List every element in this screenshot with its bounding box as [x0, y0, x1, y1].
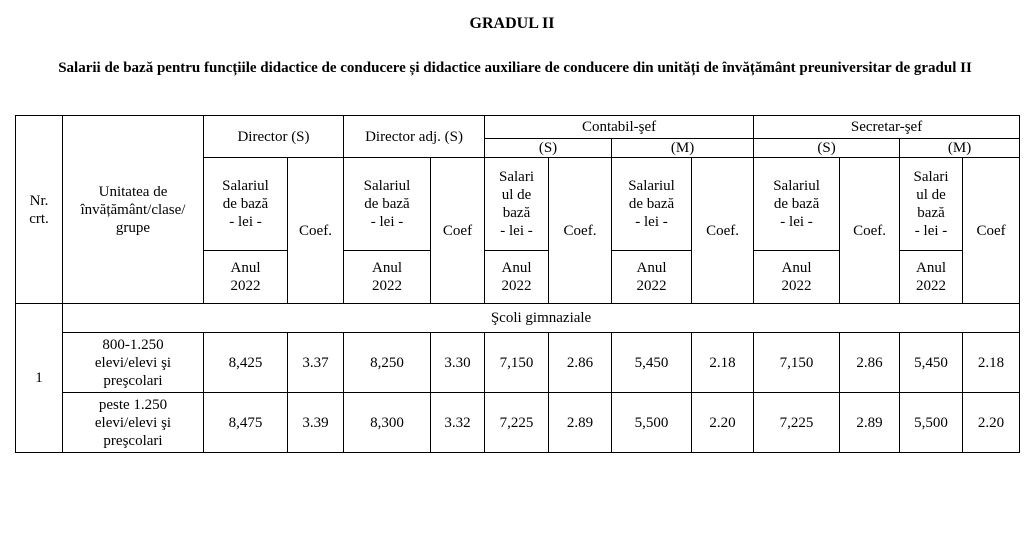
cell-cs-salariu: 7,225 — [485, 393, 549, 453]
header-secretar-s: (S) — [754, 139, 900, 158]
cell-sm-salariu: 5,500 — [900, 393, 963, 453]
cell-cm-salariu: 5,450 — [612, 333, 692, 393]
header-contabil-s: (S) — [485, 139, 612, 158]
header-director-anul: Anul 2022 — [204, 251, 288, 304]
cell-adj-salariu: 8,250 — [344, 333, 431, 393]
cell-adj-coef: 3.30 — [431, 333, 485, 393]
header-director-salariul: Salariul de bază - lei - — [204, 158, 288, 251]
header-cs-salariul: Salari ul de bază - lei - — [485, 158, 549, 251]
section-label: Şcoli gimnaziale — [63, 304, 1020, 333]
page-title: GRADUL II — [469, 15, 555, 32]
header-director: Director (S) — [204, 116, 344, 158]
header-sm-salariul: Salari ul de bază - lei - — [900, 158, 963, 251]
table-row — [16, 333, 1020, 393]
cell-ss-coef: 2.89 — [840, 393, 900, 453]
cell-sm-salariu: 5,450 — [900, 333, 963, 393]
cell-ss-salariu: 7,225 — [754, 393, 840, 453]
header-contabil-m: (M) — [612, 139, 754, 158]
cell-sm-coef: 2.20 — [963, 393, 1020, 453]
header-cs-anul: Anul 2022 — [485, 251, 549, 304]
table-row — [16, 393, 1020, 453]
header-contabil-sef: Contabil-şef — [485, 116, 754, 139]
header-cs-coef: Coef. — [549, 158, 612, 304]
cell-cs-coef: 2.89 — [549, 393, 612, 453]
cell-cm-coef: 2.20 — [692, 393, 754, 453]
cell-director-coef: 3.37 — [288, 333, 344, 393]
page-subtitle: Salarii de bază pentru funcțiile didactice de conducere și didactice auxiliare de conducere din unități de învățământ preuniversitar de gradul II — [58, 60, 972, 76]
header-adj-salariul: Salariul de bază - lei - — [344, 158, 431, 251]
cell-cm-coef: 2.18 — [692, 333, 754, 393]
cell-sm-coef: 2.18 — [963, 333, 1020, 393]
cell-adj-salariu: 8,300 — [344, 393, 431, 453]
header-secretar-m: (M) — [900, 139, 1020, 158]
header-ss-coef: Coef. — [840, 158, 900, 304]
header-cm-salariul: Salariul de bază - lei - — [612, 158, 692, 251]
cell-adj-coef: 3.32 — [431, 393, 485, 453]
header-adj-coef: Coef — [431, 158, 485, 304]
row-nr: 1 — [16, 304, 63, 453]
cell-ss-salariu: 7,150 — [754, 333, 840, 393]
cell-cm-salariu: 5,500 — [612, 393, 692, 453]
row-label: peste 1.250 elevi/elevi şi preşcolari — [63, 393, 204, 453]
header-secretar-sef: Secretar-şef — [754, 116, 1020, 139]
cell-cs-coef: 2.86 — [549, 333, 612, 393]
header-director-adj: Director adj. (S) — [344, 116, 485, 158]
header-sm-coef: Coef — [963, 158, 1020, 304]
cell-director-salariu: 8,425 — [204, 333, 288, 393]
row-label: 800-1.250 elevi/elevi şi preşcolari — [63, 333, 204, 393]
header-director-coef: Coef. — [288, 158, 344, 304]
cell-director-coef: 3.39 — [288, 393, 344, 453]
header-ss-salariul: Salariul de bază - lei - — [754, 158, 840, 251]
header-sm-anul: Anul 2022 — [900, 251, 963, 304]
header-adj-anul: Anul 2022 — [344, 251, 431, 304]
cell-cs-salariu: 7,150 — [485, 333, 549, 393]
header-cm-anul: Anul 2022 — [612, 251, 692, 304]
header-ss-anul: Anul 2022 — [754, 251, 840, 304]
cell-ss-coef: 2.86 — [840, 333, 900, 393]
cell-director-salariu: 8,475 — [204, 393, 288, 453]
header-cm-coef: Coef. — [692, 158, 754, 304]
header-nr-crt: Nr. crt. — [16, 116, 63, 304]
salary-table — [15, 115, 1020, 453]
header-unitatea: Unitatea de învățământ/clase/ grupe — [63, 116, 204, 304]
